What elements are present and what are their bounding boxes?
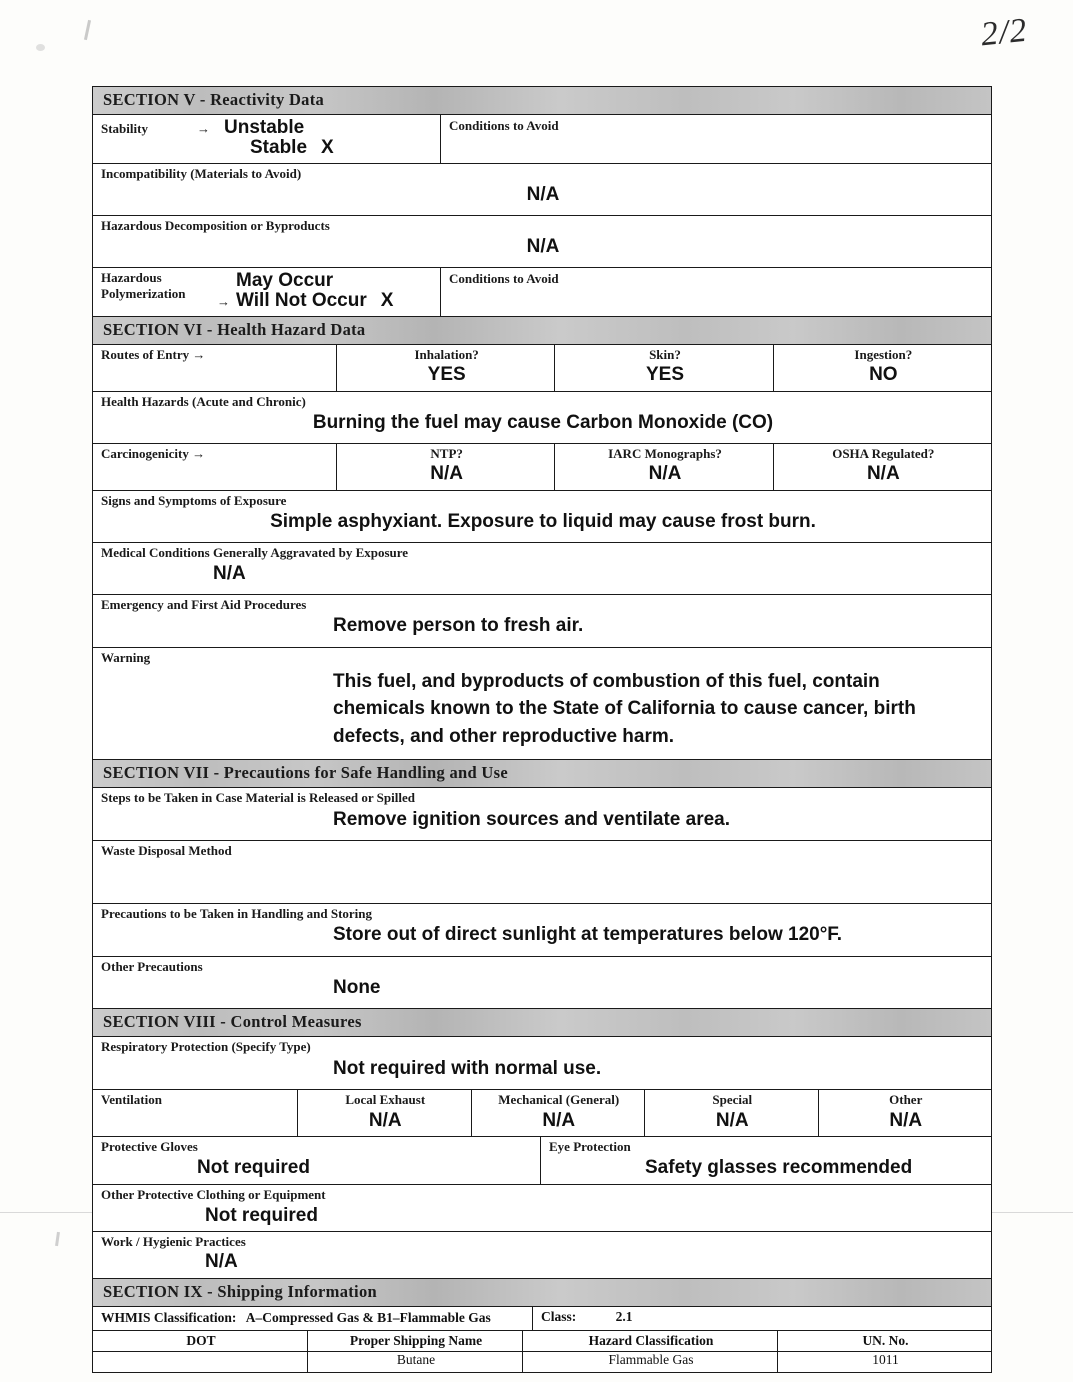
waste-disposal-value[interactable]: [101, 860, 985, 900]
gloves-eye-row: [93, 1137, 991, 1185]
ventilation-other-cell: [819, 1090, 992, 1136]
ventilation-label-cell: [93, 1090, 298, 1136]
first-aid-row: [93, 595, 991, 648]
whmis-value[interactable]: A–Compressed Gas & B1–Flammable Gas: [245, 1310, 491, 1326]
other-precautions-label: Other Precautions: [101, 958, 203, 974]
msds-form: [92, 86, 992, 1373]
medical-conditions-label: Medical Conditions Generally Aggravated by Exposure: [101, 544, 409, 560]
incompatibility-label: Incompatibility (Materials to Avoid): [101, 166, 302, 181]
route-ingestion-label: Ingestion?: [854, 346, 913, 362]
section-v-header: SECTION V - Reactivity Data: [93, 87, 991, 115]
ventilation-mechanical-value[interactable]: N/A: [542, 1109, 576, 1131]
class-value[interactable]: 2.1: [615, 1309, 633, 1325]
carcinogenicity-row: [93, 444, 991, 491]
polymerization-label-line2: Polymerization: [101, 286, 186, 302]
eye-protection-label: Eye Protection: [549, 1139, 631, 1155]
arrow-right-icon-routes: →: [192, 346, 206, 362]
spill-steps-row: [93, 788, 991, 841]
whmis-cell: [93, 1307, 533, 1330]
hygienic-practices-value[interactable]: N/A: [205, 1251, 238, 1273]
stability-cell: [93, 115, 441, 163]
ventilation-other-label: Other: [889, 1092, 923, 1108]
scan-artifact-mark-lower: [55, 1232, 60, 1246]
shipping-cell-proper-name[interactable]: Butane: [308, 1352, 523, 1372]
decomposition-label: Hazardous Decomposition or Byproducts: [101, 217, 330, 233]
decomposition-row: [93, 216, 991, 268]
carcinogenicity-ntp-cell: [337, 444, 555, 490]
ventilation-special-cell: [645, 1090, 819, 1136]
respiratory-value[interactable]: Not required with normal use.: [333, 1057, 602, 1079]
spill-steps-label: Steps to be Taken in Case Material is Released or Spilled: [101, 790, 415, 806]
protective-clothing-row: [93, 1185, 991, 1232]
stability-row: [93, 115, 991, 164]
respiratory-row: [93, 1037, 991, 1090]
whmis-row: [93, 1307, 991, 1331]
carcinogenicity-osha-label: OSHA Regulated?: [832, 445, 935, 461]
shipping-cell-dot[interactable]: [93, 1352, 308, 1372]
health-hazards-label: Health Hazards (Acute and Chronic): [101, 393, 306, 409]
waste-disposal-row: [93, 841, 991, 903]
handling-storing-row: [93, 904, 991, 957]
class-label: Class:: [541, 1309, 577, 1325]
arrow-right-icon-poly: →: [217, 293, 230, 309]
ventilation-other-value[interactable]: N/A: [889, 1109, 923, 1131]
shipping-cell-hazard-class[interactable]: Flammable Gas: [523, 1352, 778, 1372]
polymerization-row: [93, 268, 991, 317]
conditions-to-avoid-cell: [441, 115, 991, 163]
route-inhalation-label: Inhalation?: [414, 346, 479, 362]
shipping-header-hazard-class: Hazard Classification: [523, 1331, 778, 1351]
ventilation-label: Ventilation: [101, 1092, 162, 1108]
signs-symptoms-value[interactable]: Simple asphyxiant. Exposure to liquid may cause frost burn.: [270, 510, 816, 532]
routes-of-entry-label: Routes of Entry: [101, 346, 190, 362]
other-precautions-value[interactable]: None: [333, 976, 381, 998]
ventilation-local-exhaust-label: Local Exhaust: [345, 1092, 426, 1108]
route-ingestion-cell: [774, 345, 991, 391]
medical-conditions-value[interactable]: N/A: [213, 562, 246, 584]
decomposition-value[interactable]: N/A: [526, 236, 560, 258]
arrow-right-icon-carc: →: [192, 445, 206, 461]
first-aid-label: Emergency and First Aid Procedures: [101, 596, 307, 612]
eye-protection-cell: [541, 1137, 991, 1184]
carcinogenicity-iarc-cell: [555, 444, 773, 490]
unstable-label: Unstable: [224, 117, 305, 138]
shipping-header-proper-name: Proper Shipping Name: [308, 1331, 523, 1351]
section-viii-header: SECTION VIII - Control Measures: [93, 1009, 991, 1037]
ventilation-local-exhaust-value[interactable]: N/A: [368, 1109, 402, 1131]
shipping-header-dot: DOT: [93, 1331, 308, 1351]
ventilation-row: [93, 1090, 991, 1137]
protective-clothing-label: Other Protective Clothing or Equipment: [101, 1187, 326, 1203]
shipping-header-un-no: UN. No.: [862, 1332, 909, 1348]
hygienic-practices-label: Work / Hygienic Practices: [101, 1234, 246, 1250]
hygienic-practices-row: [93, 1232, 991, 1279]
handling-storing-label: Precautions to be Taken in Handling and Storing: [101, 905, 373, 921]
stability-label: Stability: [101, 121, 148, 136]
class-cell: [533, 1307, 991, 1330]
whmis-label: WHMIS Classification:: [101, 1310, 237, 1326]
respiratory-label: Respiratory Protection (Specify Type): [101, 1039, 311, 1055]
first-aid-value[interactable]: Remove person to fresh air.: [333, 614, 584, 636]
routes-of-entry-row: [93, 345, 991, 392]
carcinogenicity-ntp-value[interactable]: N/A: [430, 463, 464, 484]
polymerization-label-line1: Hazardous: [101, 269, 162, 285]
routes-of-entry-label-cell: [93, 345, 337, 391]
spill-steps-value[interactable]: Remove ignition sources and ventilate area.: [333, 808, 731, 830]
health-hazards-row: [93, 392, 991, 444]
protective-gloves-value[interactable]: Not required: [197, 1156, 310, 1178]
shipping-table-header-row: [93, 1331, 991, 1352]
poly-conditions-cell: [441, 268, 991, 316]
carcinogenicity-iarc-label: IARC Monographs?: [608, 445, 722, 461]
other-precautions-row: [93, 957, 991, 1010]
poly-conditions-label: Conditions to Avoid: [449, 270, 559, 286]
scan-artifact-mark: [84, 20, 91, 40]
route-skin-value[interactable]: YES: [645, 364, 684, 386]
may-occur-label: May Occur: [236, 269, 334, 291]
arrow-right-icon: →: [197, 121, 210, 136]
route-inhalation-value[interactable]: YES: [427, 364, 466, 386]
ventilation-mechanical-cell: [472, 1090, 646, 1136]
route-skin-cell: [555, 345, 773, 391]
will-not-occur-label: Will Not Occur: [236, 289, 367, 311]
carcinogenicity-iarc-value[interactable]: N/A: [648, 463, 682, 484]
protective-clothing-value[interactable]: Not required: [205, 1204, 318, 1226]
carcinogenicity-osha-value[interactable]: N/A: [866, 463, 900, 484]
conditions-to-avoid-label: Conditions to Avoid: [449, 118, 559, 133]
protective-gloves-label: Protective Gloves: [101, 1139, 198, 1155]
scan-artifact-dot: [36, 44, 45, 51]
warning-label: Warning: [101, 649, 151, 665]
shipping-table-row: [93, 1352, 991, 1373]
section-vii-header: SECTION VII - Precautions for Safe Handling and Use: [93, 760, 991, 788]
ventilation-mechanical-label: Mechanical (General): [498, 1092, 620, 1108]
medical-conditions-row: [93, 543, 991, 595]
warning-value[interactable]: This fuel, and byproducts of combustion of this fuel, contain chemicals known to the State of California to cause cancer, birth defects, and other reproductive harm.: [333, 670, 916, 747]
health-hazards-value[interactable]: Burning the fuel may cause Carbon Monoxide (CO): [312, 412, 774, 434]
ventilation-special-value[interactable]: N/A: [715, 1109, 749, 1131]
stable-label: Stable: [250, 137, 308, 158]
incompatibility-value[interactable]: N/A: [526, 184, 560, 206]
will-not-occur-checkbox-mark[interactable]: X: [380, 289, 394, 311]
section-vi-header: SECTION VI - Health Hazard Data: [93, 317, 991, 345]
route-ingestion-value[interactable]: NO: [869, 364, 898, 386]
warning-row: [93, 648, 991, 761]
ventilation-local-exhaust-cell: [298, 1090, 472, 1136]
signs-symptoms-label: Signs and Symptoms of Exposure: [101, 492, 287, 508]
carcinogenicity-label: Carcinogenicity: [101, 445, 189, 461]
page-number: 2/2: [978, 11, 1029, 54]
carcinogenicity-label-cell: [93, 444, 337, 490]
carcinogenicity-ntp-label: NTP?: [430, 445, 463, 461]
eye-protection-value[interactable]: Safety glasses recommended: [645, 1156, 913, 1178]
route-skin-label: Skin?: [649, 346, 681, 362]
incompatibility-row: [93, 164, 991, 216]
carcinogenicity-osha-cell: [774, 444, 991, 490]
waste-disposal-label: Waste Disposal Method: [101, 843, 232, 859]
route-inhalation-cell: [337, 345, 555, 391]
ventilation-special-label: Special: [712, 1092, 753, 1108]
stable-checkbox-mark[interactable]: X: [321, 137, 334, 158]
signs-symptoms-row: [93, 491, 991, 543]
shipping-cell-un-no[interactable]: 1011: [872, 1351, 899, 1367]
section-ix-header: SECTION IX - Shipping Information: [93, 1279, 991, 1307]
handling-storing-value[interactable]: Store out of direct sunlight at temperatures below 120°F.: [333, 923, 843, 945]
polymerization-cell: [93, 268, 441, 316]
protective-gloves-cell: [93, 1137, 541, 1184]
